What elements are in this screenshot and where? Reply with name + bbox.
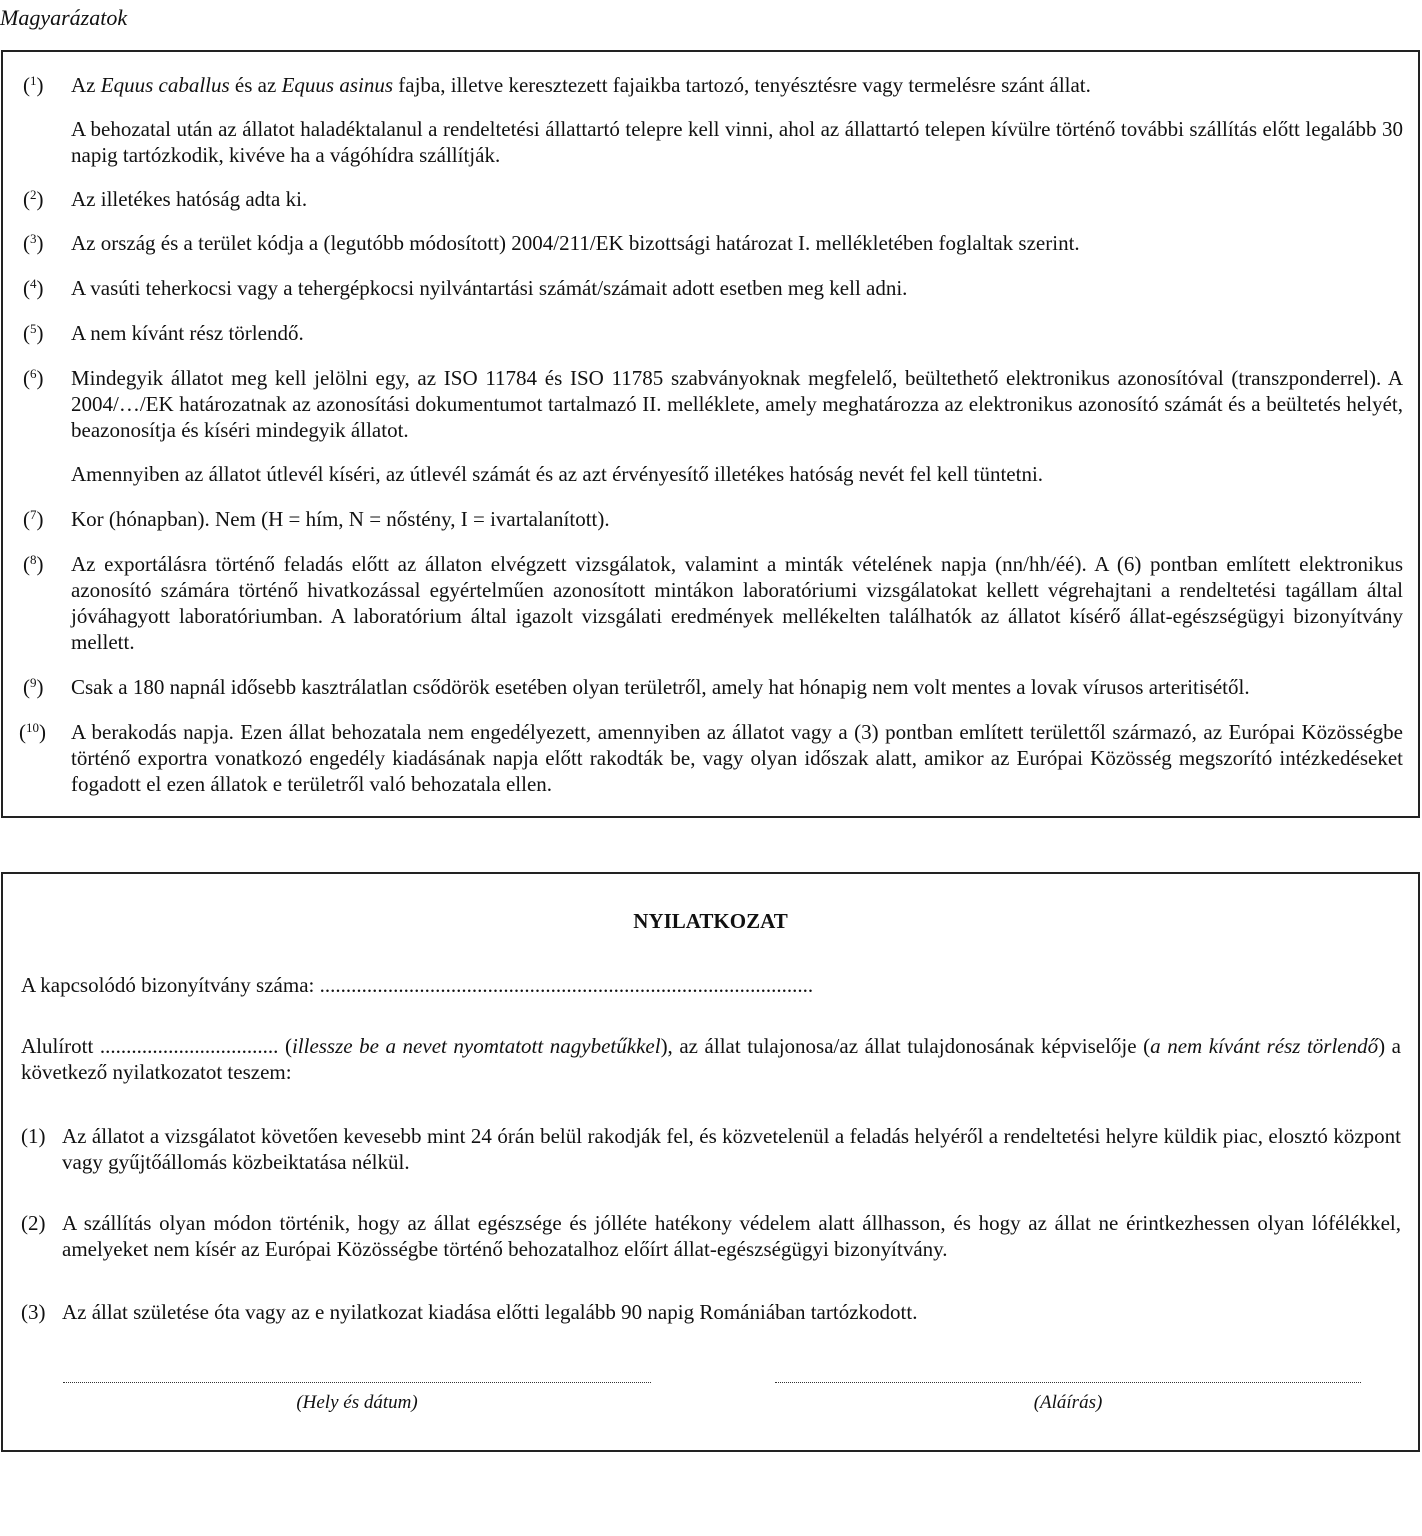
note-number: ($^7$) — [23, 507, 44, 531]
statement-segment: ) a következő nyilatkozatot teszem: — [21, 1034, 1401, 1084]
name-field[interactable]: .................................. — [99, 1034, 279, 1058]
note-number: ($^3$) — [23, 231, 44, 255]
note-number: ($^9$) — [23, 675, 44, 699]
item-number: (3) — [21, 1300, 46, 1324]
note-number: ($^1$) — [23, 73, 44, 97]
place-date-caption: (Hely és dátum) — [296, 1392, 418, 1413]
item-text: Az állat születése óta vagy az e nyilatkozat kiadása előtti legalább 90 napig Romániában tartózkodott. — [62, 1300, 918, 1324]
note-10 — [19, 719, 1403, 797]
note-1 — [23, 72, 1403, 168]
note-text-italic: Equus caballus — [100, 73, 230, 97]
declaration-box — [1, 872, 1420, 1452]
note-3 — [23, 230, 1403, 256]
note-number: ($^2$) — [23, 187, 44, 211]
declaration-item-3 — [21, 1299, 1401, 1325]
item-number: (1) — [21, 1124, 46, 1148]
note-text: Az ország és a terület kódja a (legutóbb módosított) 2004/211/EK bizottsági határozat I. mellékletében foglaltak szerint. — [71, 231, 1080, 255]
note-text: Az illetékes hatóság adta ki. — [71, 187, 308, 211]
note-number: ($^5$) — [23, 321, 44, 345]
note-text: Az exportálásra történő feladás előtt az állaton elvégzett vizsgálatok, valamint a minták vételének napja (nn/hh/éé). A (6) pontban említett elektronikus azonosító számára történő hivatkozással egyértelműen azonosított mintákon laboratóriumi vizsgálatokat kellett végrehajtani a rendeltetési tagállam által jóváhagyott laboratóriumban. A laboratórium által igazolt vizsgálati eredmények mellékelten találhatók az állatot kísérő állat-egészségügyi bizonyítvány mellett. — [71, 552, 1403, 654]
note-text: A nem kívánt rész törlendő. — [71, 321, 304, 345]
signature-line[interactable] — [775, 1382, 1361, 1383]
statement-italic: illessze be a nevet nyomtatott nagybetűkkel — [291, 1034, 661, 1058]
note-text: Kor (hónapban). Nem (H = hím, N = nőstény, I = ivartalanított). — [71, 507, 610, 531]
note-6 — [23, 365, 1403, 487]
item-text: Az állatot a vizsgálatot követően kevesebb mint 24 órán belül rakodják fel, és közvetelenül a feladás helyéről a rendeltetési helyre küldik piac, elosztó központ vagy gyűjtőállomás közbeiktatása nélkül. — [62, 1124, 1401, 1174]
note-4 — [23, 275, 1403, 301]
item-text: A szállítás olyan módon történik, hogy az állat egészsége és jólléte hatékony védelem alatt állhasson, és hogy az állat ne érintkezhessen olyan lófélékkel, amelyeket nem kísér az Európai Közösségbe történő behozatalhoz előírt állat-egészségügyi bizonyítvány. — [62, 1211, 1401, 1261]
note-7 — [23, 506, 1403, 532]
item-number: (2) — [21, 1211, 46, 1235]
note-text-paragraph: A behozatal után az állatot haladéktalanul a rendeltetési állattartó telepre kell vinni, ahol az állattartó telepen kívülre történő további szállítás előtt legalább 30 napig tartózkodik, kivéve ha a vágóhídra szállítják. — [71, 117, 1403, 167]
note-text-italic: Equus asinus — [281, 73, 393, 97]
note-text: A vasúti teherkocsi vagy a tehergépkocsi nyilvántartási számát/számait adott esetben meg kell adni. — [71, 276, 908, 300]
certificate-number-label: A kapcsolódó bizonyítvány száma: — [21, 973, 315, 997]
note-text-segment: és az — [229, 73, 282, 97]
note-number: ($^8$) — [23, 552, 44, 576]
note-number: ($^6$) — [23, 366, 44, 390]
note-number: ($^4$) — [23, 276, 44, 300]
declaration-item-1 — [21, 1123, 1401, 1175]
statement-segment: ( — [278, 1034, 292, 1058]
note-text: Csak a 180 napnál idősebb kasztrálatlan csődörök esetében olyan területről, amely hat hónapig nem volt mentes a lovak vírusos arteritisétől. — [71, 675, 1250, 699]
note-text-paragraph: Amennyiben az állatot útlevél kíséri, az útlevél számát és az azt érvényesítő illetékes hatóság nevét fel kell tüntetni. — [71, 462, 1044, 486]
certificate-number-field[interactable]: .............................................................................................. — [319, 973, 814, 997]
note-2 — [23, 186, 1403, 212]
note-9 — [23, 674, 1403, 700]
place-date-line[interactable] — [63, 1382, 651, 1383]
statement-segment: Alulírott — [21, 1034, 100, 1058]
note-5 — [23, 320, 1403, 346]
note-text: Mindegyik állatot meg kell jelölni egy, az ISO 11784 és ISO 11785 szabványoknak megfelelő, beültethető elektronikus azonosítóval (transzponderrel). A 2004/…/EK határozatnak az azonosítási dokumentumot tartalmazó II. melléklete, amely meghatározza az elektronikus azonosító számát és a beültetés helyét, beazonosítja és kíséri mindegyik állatot. — [71, 366, 1403, 442]
declaration-title: NYILATKOZAT — [633, 909, 788, 933]
note-text-segment: fajba, illetve keresztezett fajaikba tartozó, tenyésztésre vagy termelésre szánt állat. — [393, 73, 1091, 97]
notes-box — [1, 50, 1420, 818]
page-heading: Magyarázatok — [0, 5, 128, 30]
note-8 — [23, 551, 1403, 655]
statement-segment: ), az állat tulajonosa/az állat tulajdonosának képviselője ( — [660, 1034, 1151, 1058]
note-number: ($^{10}$) — [19, 720, 46, 744]
statement-italic: a nem kívánt rész törlendő — [1150, 1034, 1379, 1058]
undersigned-statement — [21, 1033, 1401, 1085]
note-text: A berakodás napja. Ezen állat behozatala nem engedélyezett, amennyiben az állatot vagy a (3) pontban említett területtől származó, az Európai Közösségbe történő exportra vonatkozó engedély kiadásának napja előtt rakodták be, vagy olyan időszak alatt, amikor az Európai Közösség megszorító intézkedéseket fogadott el ezen állatok e területről való behozatala ellen. — [71, 720, 1403, 796]
signature-caption: (Aláírás) — [1033, 1392, 1103, 1413]
declaration-item-2 — [21, 1210, 1401, 1262]
certificate-number-line — [21, 972, 1401, 998]
note-text-segment: Az — [71, 73, 101, 97]
note-text — [71, 72, 1403, 98]
